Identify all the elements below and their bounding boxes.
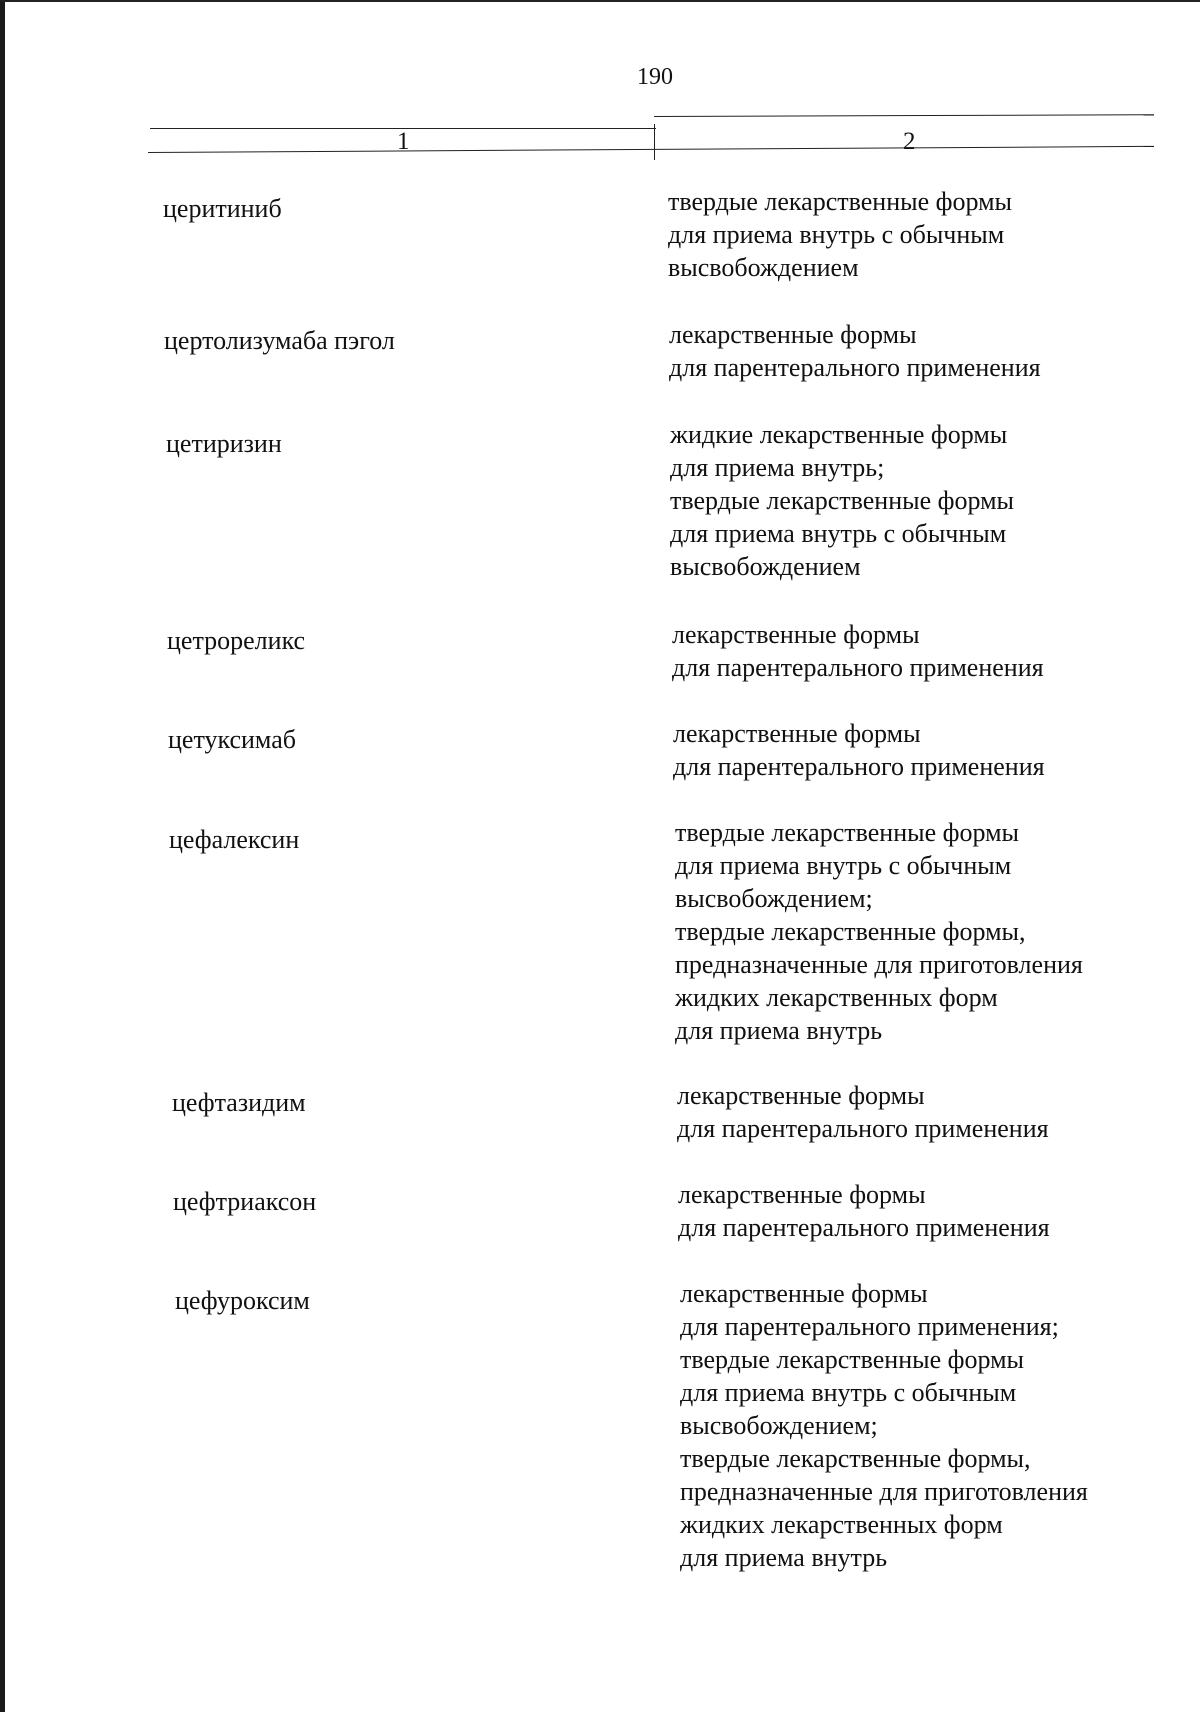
drug-name: цефалексин [169,825,300,854]
dosage-form-line: для парентерального применения; [680,1312,1059,1341]
dosage-form-line: твердые лекарственные формы [668,187,1012,216]
dosage-form-line: лекарственные формы [669,320,917,349]
drug-name: цетрореликс [167,626,306,655]
dosage-form-line: твердые лекарственные формы [675,818,1019,847]
drug-name: цефуроксим [175,1286,310,1315]
dosage-form-line: жидкие лекарственные формы [670,420,1008,449]
dosage-form-line: твердые лекарственные формы, [680,1444,1031,1473]
drug-name: цефтазидим [172,1088,306,1117]
dosage-form-line: твердые лекарственные формы [680,1345,1024,1374]
dosage-form-line: предназначенные для приготовления [680,1477,1088,1506]
dosage-form-line: лекарственные формы [678,1180,926,1209]
drug-name: цефтриаксон [173,1187,317,1216]
dosage-form-line: лекарственные формы [680,1279,928,1308]
drug-name: цетиризин [166,429,282,458]
dosage-forms [668,185,1012,284]
dosage-form-line: лекарственные формы [673,719,921,748]
dosage-forms [680,1277,1088,1574]
dosage-form-line: для приема внутрь; [670,453,885,482]
dosage-form-line: твердые лекарственные формы, [675,917,1026,946]
dosage-form-line: высвобождением [670,552,861,581]
dosage-form-line: высвобождением [668,253,859,282]
dosage-forms [670,418,1014,583]
dosage-form-line: лекарственные формы [677,1081,925,1110]
dosage-form-line: для приема внутрь [675,1016,883,1045]
dosage-form-line: для парентерального применения [669,353,1041,382]
dosage-form-line: лекарственные формы [672,620,920,649]
column-header-2: 2 [903,128,916,155]
dosage-forms [675,816,1083,1047]
dosage-form-line: для парентерального применения [677,1114,1049,1143]
scan-edge-top [0,0,1200,2]
dosage-forms [677,1079,1049,1145]
dosage-forms [669,318,1041,384]
drug-name: цертолизумаба пэгол [164,326,395,355]
table-header-bottom-rule [148,146,1154,153]
column-divider [654,124,655,160]
dosage-form-line: для парентерального применения [673,752,1045,781]
dosage-forms [673,717,1045,783]
dosage-form-line: для приема внутрь с обычным [675,851,1012,880]
dosage-form-line: высвобождением; [675,884,873,913]
dosage-form-line: для приема внутрь с обычным [680,1378,1017,1407]
scan-edge-left [0,0,5,1712]
drug-name: цетуксимаб [168,725,296,754]
column-header-1: 1 [397,128,410,155]
dosage-form-line: для парентерального применения [672,653,1044,682]
dosage-forms [672,618,1044,684]
table-top-rule-right [654,114,1154,117]
dosage-forms [678,1178,1050,1244]
dosage-form-line: для приема внутрь с обычным [668,220,1005,249]
page-number: 190 [637,64,673,90]
drug-name: церитиниб [163,194,282,223]
dosage-form-line: жидких лекарственных форм [675,983,998,1012]
dosage-form-line: для приема внутрь [680,1543,888,1572]
dosage-form-line: твердые лекарственные формы [670,486,1014,515]
dosage-form-line: предназначенные для приготовления [675,950,1083,979]
dosage-form-line: для приема внутрь с обычным [670,519,1007,548]
dosage-form-line: для парентерального применения [678,1213,1050,1242]
dosage-form-line: высвобождением; [680,1411,878,1440]
dosage-form-line: жидких лекарственных форм [680,1510,1003,1539]
